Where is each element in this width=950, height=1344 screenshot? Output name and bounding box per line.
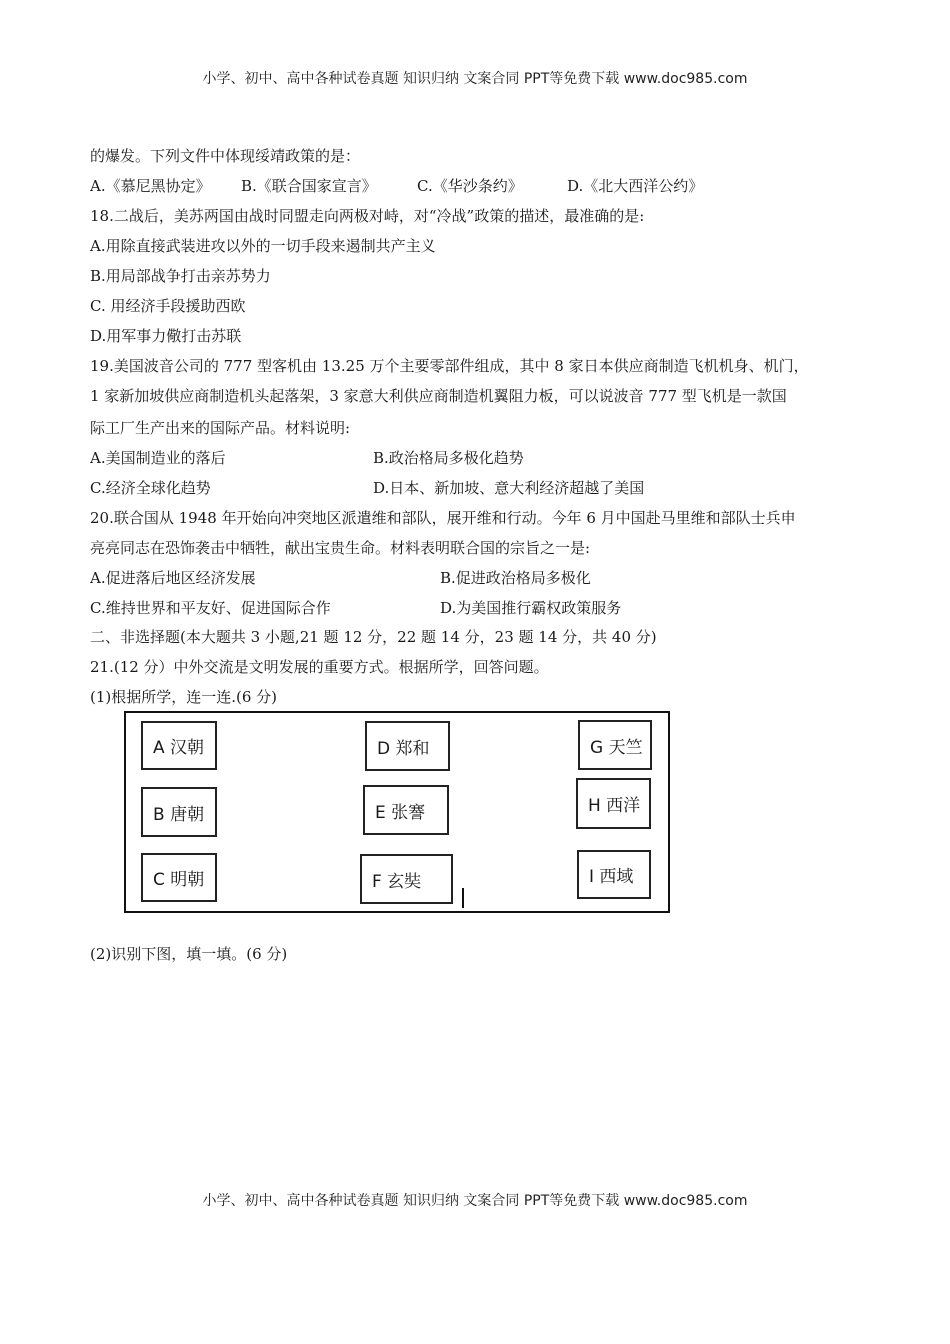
card-a: A 汉朝 xyxy=(141,721,217,770)
card-e: E 张謇 xyxy=(363,785,449,835)
q18-option-d: D.用军事力儆打击苏联 xyxy=(90,327,242,345)
q19-stem-line-3: 际工厂生产出来的国际产品。材料说明: xyxy=(90,419,351,437)
q19-option-a: A.美国制造业的落后 xyxy=(90,449,226,467)
q18-option-c: C. 用经济手段援助西欧 xyxy=(90,297,246,315)
q20-option-d: D.为美国推行霸权政策服务 xyxy=(440,599,622,617)
section-2-heading: 二、非选择题(本大题共 3 小题,21 题 12 分，22 题 14 分，23 题 14 分，共 40 分) xyxy=(90,628,657,646)
q19-option-d: D.日本、新加坡、意大利经济超越了美国 xyxy=(373,479,645,497)
card-c: C 明朝 xyxy=(141,853,217,902)
q21-part1-label: (1)根据所学，连一连.(6 分) xyxy=(90,688,278,706)
q17-option-d: D.《北大西洋公约》 xyxy=(567,177,704,195)
q18-option-b: B.用局部战争打击亲苏势力 xyxy=(90,267,271,285)
q17-option-b: B.《联合国家宣言》 xyxy=(241,177,377,195)
q18-stem: 18.二战后，美苏两国由战时同盟走向两极对峙，对“冷战”政策的描述，最准确的是: xyxy=(90,207,645,225)
q19-stem-line-2: 1 家新加坡供应商制造机头起落架，3 家意大利供应商制造机翼阻力板，可以说波音 777 型飞机是一款国 xyxy=(90,387,787,405)
q17-stem-tail: 的爆发。下列文件中体现绥靖政策的是： xyxy=(90,147,361,165)
text-cursor-mark xyxy=(462,888,464,908)
page-footer: 小学、初中、高中各种试卷真题 知识归纳 文案合同 PPT等免费下载 www.doc985.com xyxy=(202,1193,748,1209)
q19-option-b: B.政治格局多极化趋势 xyxy=(373,449,524,467)
q19-stem-line-1: 19.美国波音公司的 777 型客机由 13.25 万个主要零部件组成，其中 8 家日本供应商制造飞机机身、机门， xyxy=(90,357,809,375)
card-i: I 西域 xyxy=(577,850,651,899)
q21-part2-label: (2)识别下图，填一填。(6 分) xyxy=(90,945,288,963)
card-f: F 玄奘 xyxy=(360,854,453,904)
card-g: G 天竺 xyxy=(578,720,652,770)
page-header: 小学、初中、高中各种试卷真题 知识归纳 文案合同 PPT等免费下载 www.doc985.com xyxy=(202,71,748,87)
q21-stem: 21.(12 分）中外交流是文明发展的重要方式。根据所学，回答问题。 xyxy=(90,658,549,676)
card-d: D 郑和 xyxy=(365,721,450,771)
q20-option-a: A.促进落后地区经济发展 xyxy=(90,569,256,587)
q20-option-c: C.维持世界和平友好、促进国际合作 xyxy=(90,599,331,617)
q20-stem-line-1: 20.联合国从 1948 年开始向冲突地区派遣维和部队，展开维和行动。今年 6 月中国赴马里维和部队士兵申 xyxy=(90,509,796,527)
card-h: H 西洋 xyxy=(576,778,651,829)
card-b: B 唐朝 xyxy=(141,787,217,837)
q17-option-a: A.《慕尼黑协定》 xyxy=(90,177,211,195)
q20-option-b: B.促进政治格局多极化 xyxy=(440,569,591,587)
q19-option-c: C.经济全球化趋势 xyxy=(90,479,211,497)
q20-stem-line-2: 亮亮同志在恐饰袭击中牺牲，献出宝贵生命。材料表明联合国的宗旨之一是: xyxy=(90,539,591,557)
q18-option-a: A.用除直接武装进攻以外的一切手段来遏制共产主义 xyxy=(90,237,436,255)
q17-option-c: C.《华沙条约》 xyxy=(417,177,523,195)
